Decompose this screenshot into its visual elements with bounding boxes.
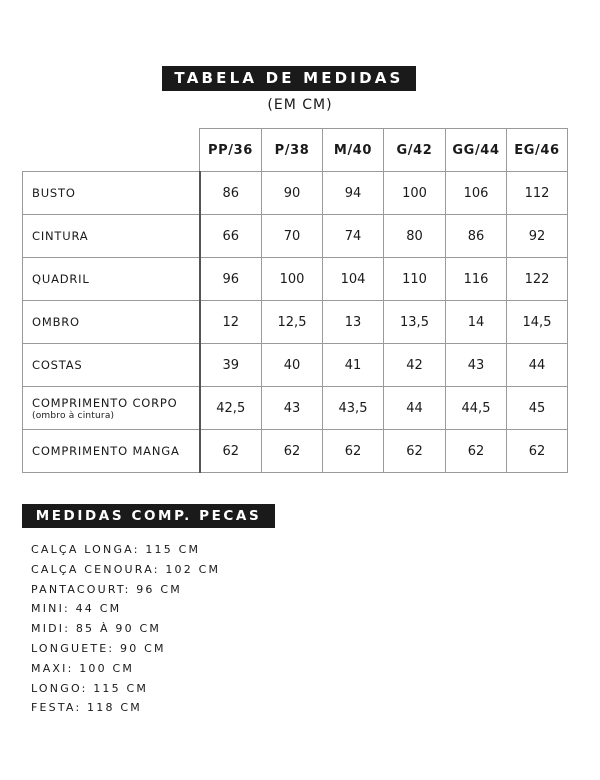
measure-value: 106 <box>446 172 507 215</box>
size-column-header: EG/46 <box>507 129 568 172</box>
measure-value: 41 <box>323 344 384 387</box>
measure-value: 86 <box>446 215 507 258</box>
size-column-header: P/38 <box>262 129 323 172</box>
measure-label: CINTURA <box>23 215 200 258</box>
measure-value: 94 <box>323 172 384 215</box>
size-column-header: PP/36 <box>200 129 262 172</box>
measure-value: 80 <box>384 215 446 258</box>
list-item: FESTA: 118 CM <box>31 701 142 715</box>
measure-value: 12 <box>200 301 262 344</box>
measure-value: 45 <box>507 387 568 430</box>
list-item: LONGO: 115 CM <box>31 681 149 695</box>
measure-label-text: COMPRIMENTO CORPO <box>32 395 178 410</box>
measure-value: 70 <box>262 215 323 258</box>
measure-label: QUADRIL <box>23 258 200 301</box>
measure-value: 116 <box>446 258 507 301</box>
table-corner <box>23 129 200 172</box>
list-item: MIDI: 85 À 90 CM <box>31 622 162 636</box>
size-column-header: G/42 <box>384 129 446 172</box>
measure-value: 104 <box>323 258 384 301</box>
measure-label: COSTAS <box>23 344 200 387</box>
table-row <box>23 215 568 258</box>
list-item: MINI: 44 CM <box>31 602 122 616</box>
measure-value: 39 <box>200 344 262 387</box>
measure-value: 62 <box>200 430 262 473</box>
measure-value: 62 <box>384 430 446 473</box>
measure-value: 44 <box>507 344 568 387</box>
measure-label-note: (ombro à cintura) <box>32 410 115 421</box>
measure-value: 44,5 <box>446 387 507 430</box>
table-row <box>23 344 568 387</box>
table-row <box>23 387 568 430</box>
measure-label: OMBRO <box>23 301 200 344</box>
measure-value: 112 <box>507 172 568 215</box>
measure-value: 90 <box>262 172 323 215</box>
measure-value: 122 <box>507 258 568 301</box>
measure-value: 14 <box>446 301 507 344</box>
measure-value: 12,5 <box>262 301 323 344</box>
measure-label <box>23 387 200 430</box>
measure-value: 62 <box>323 430 384 473</box>
list-item: CALÇA CENOURA: 102 CM <box>31 562 221 576</box>
measure-value: 96 <box>200 258 262 301</box>
measure-value: 66 <box>200 215 262 258</box>
measure-value: 110 <box>384 258 446 301</box>
measure-value: 92 <box>507 215 568 258</box>
measure-value: 43 <box>262 387 323 430</box>
list-item: MAXI: 100 CM <box>31 661 135 675</box>
measure-value: 44 <box>384 387 446 430</box>
measure-value: 43,5 <box>323 387 384 430</box>
measure-value: 100 <box>384 172 446 215</box>
size-column-header: M/40 <box>323 129 384 172</box>
table-row <box>23 301 568 344</box>
measure-label: BUSTO <box>23 172 200 215</box>
pieces-list <box>31 540 220 718</box>
size-table <box>22 128 568 473</box>
measure-value: 40 <box>262 344 323 387</box>
measure-value: 14,5 <box>507 301 568 344</box>
table-row <box>23 172 568 215</box>
pieces-section-title: MEDIDAS COMP. PECAS <box>22 504 275 528</box>
measure-value: 74 <box>323 215 384 258</box>
page-subtitle: (EM CM) <box>267 97 333 113</box>
measure-value: 13,5 <box>384 301 446 344</box>
table-row <box>23 430 568 473</box>
measure-value: 13 <box>323 301 384 344</box>
measure-value: 62 <box>262 430 323 473</box>
page-title: TABELA DE MEDIDAS <box>162 66 416 91</box>
measure-value: 86 <box>200 172 262 215</box>
measure-value: 42,5 <box>200 387 262 430</box>
list-item: CALÇA LONGA: 115 CM <box>31 543 201 556</box>
list-item: LONGUETE: 90 CM <box>31 641 166 655</box>
list-item: PANTACOURT: 96 CM <box>31 582 182 596</box>
measure-label: COMPRIMENTO MANGA <box>23 430 200 473</box>
measure-value: 100 <box>262 258 323 301</box>
size-header-row <box>23 129 568 172</box>
measure-value: 43 <box>446 344 507 387</box>
measure-value: 62 <box>507 430 568 473</box>
measure-value: 62 <box>446 430 507 473</box>
size-column-header: GG/44 <box>446 129 507 172</box>
measure-value: 42 <box>384 344 446 387</box>
table-row <box>23 258 568 301</box>
